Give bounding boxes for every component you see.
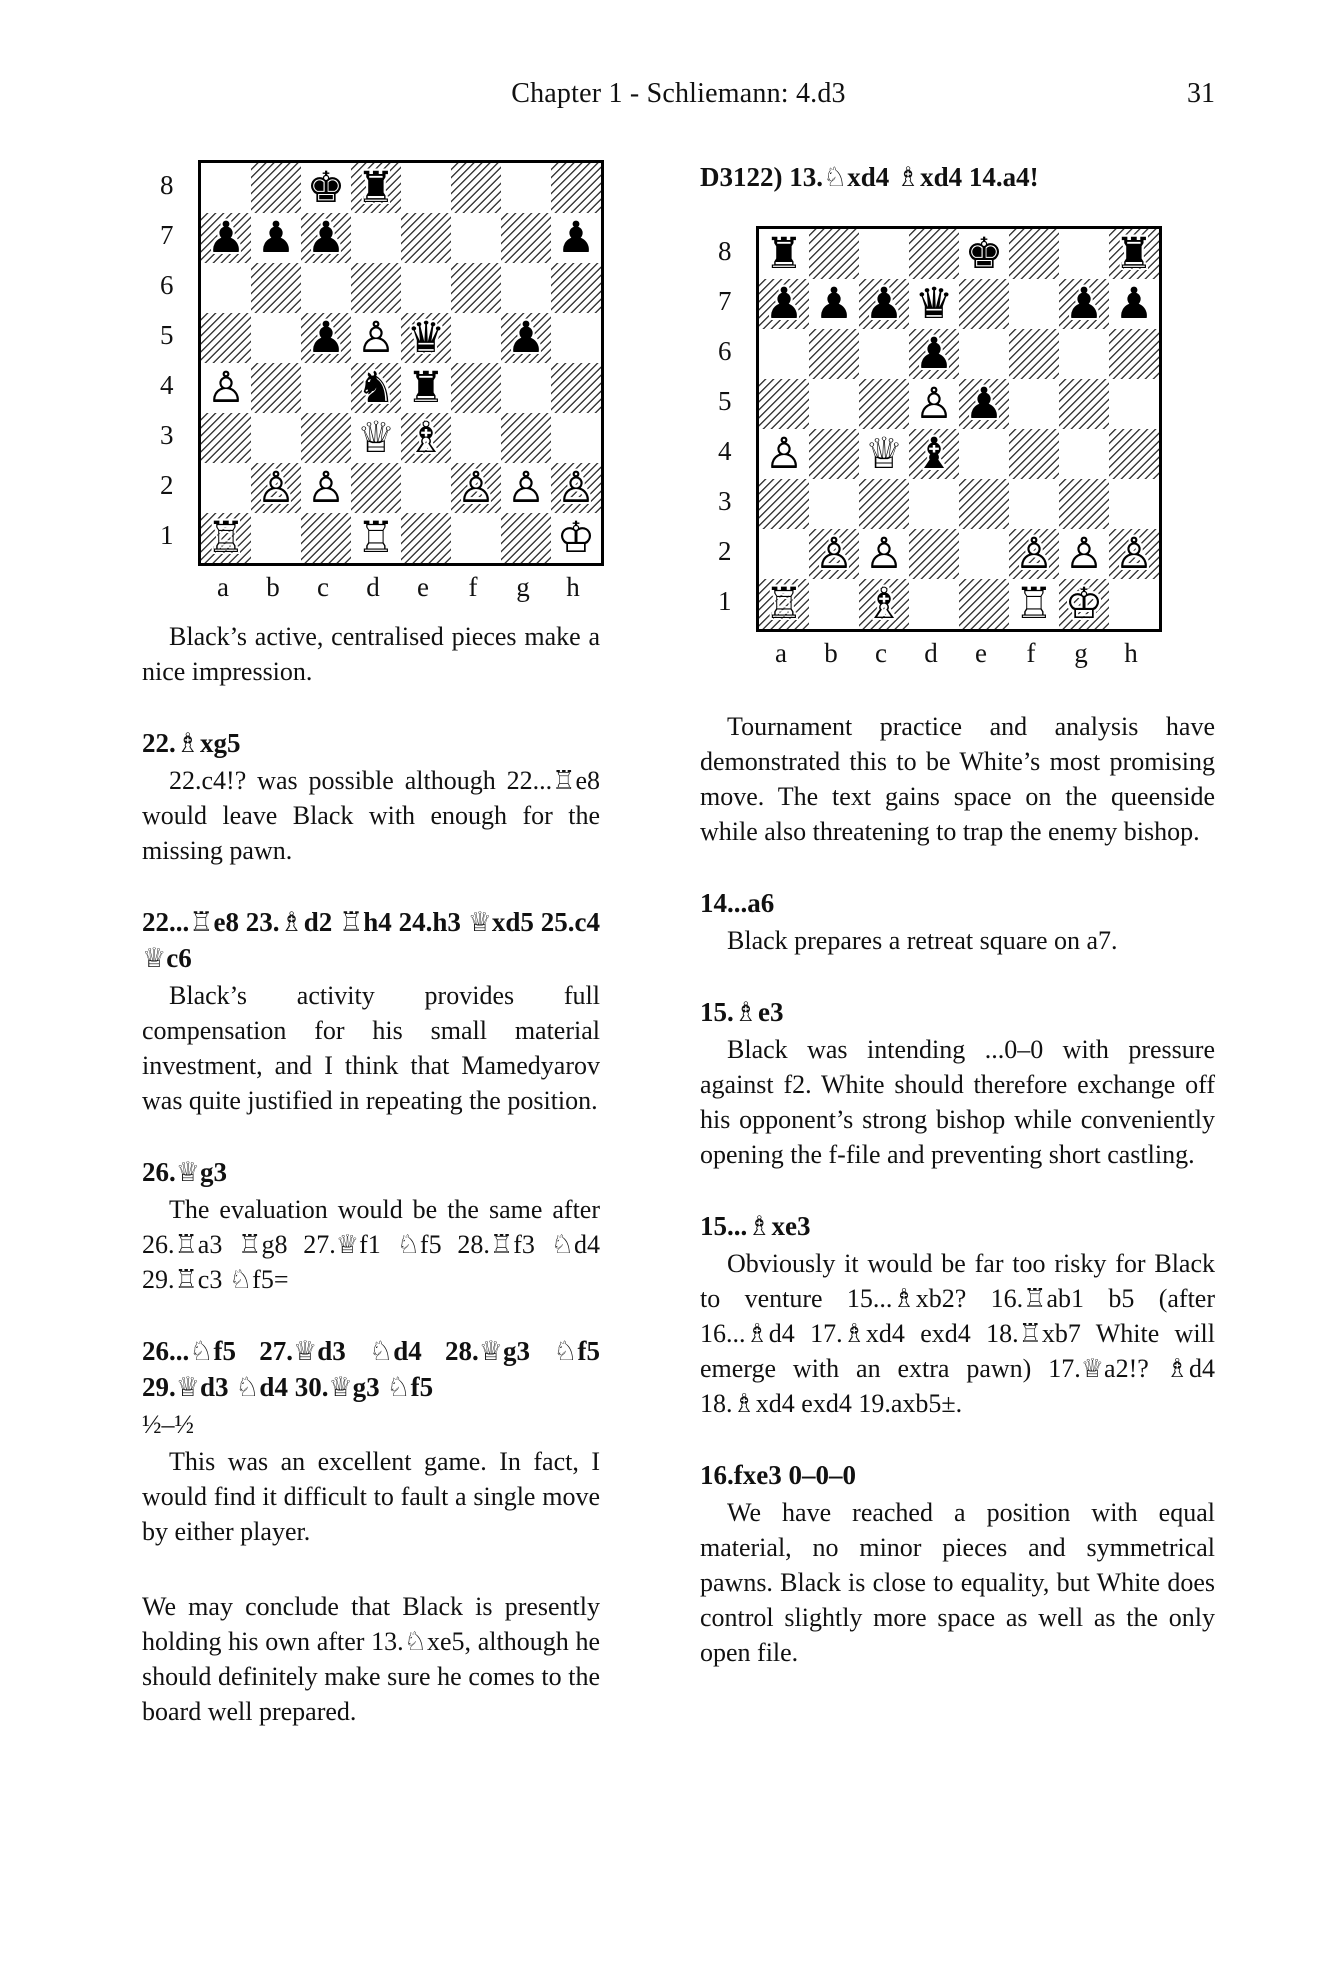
square-e6 (959, 329, 1009, 379)
file-label-f: f (468, 572, 478, 602)
square-d8 (351, 163, 401, 213)
square-g8 (501, 163, 551, 213)
square-f7 (451, 213, 501, 263)
move-heading: 26.♕g3 (142, 1157, 227, 1187)
black-piece: ♟ (914, 329, 954, 379)
black-piece: ♚ (964, 229, 1004, 279)
rank-label-7: 7 (718, 286, 732, 316)
black-piece: ♜ (356, 163, 396, 213)
move-heading: 14...a6 (700, 888, 775, 918)
rank-label-4: 4 (160, 370, 174, 400)
square-f5 (1009, 379, 1059, 429)
square-c8 (859, 229, 909, 279)
square-a4 (759, 429, 809, 479)
file-label-d: d (366, 572, 380, 602)
square-f8 (1009, 229, 1059, 279)
square-g6 (1059, 329, 1109, 379)
square-g2 (501, 463, 551, 513)
move-heading: 15...♗xe3 (700, 1211, 811, 1241)
square-c2 (301, 463, 351, 513)
commentary-paragraph: Obviously it would be far too risky for Black to venture 15...♗xb2? 16.♖ab1 b5 (after 16...♗d4 17.♗xd4 exd4 18.♖xb7 White will emerge with an extra pawn) 17.♕a2!? ♗d4 18.♗xd4 exd4 19.axb5±. (700, 1249, 1215, 1418)
square-a3 (201, 413, 251, 463)
two-column-layout (142, 160, 1215, 1729)
square-d3 (909, 479, 959, 529)
commentary-paragraph: Black was intending ...0–0 with pressure against f2. White should therefore exchange off his opponent’s strong bishop while conveniently opening the f-file and preventing short castling. (700, 1035, 1215, 1169)
square-g5 (501, 313, 551, 363)
commentary-paragraph: Tournament practice and analysis have demonstrated this to be White’s most promising move. The text gains space on the queenside while also threatening to trap the enemy bishop. (700, 712, 1215, 846)
square-a2 (201, 463, 251, 513)
square-h8 (1109, 229, 1159, 279)
square-d4 (351, 363, 401, 413)
rank-label-6: 6 (718, 336, 732, 366)
conclusion-paragraph: We may conclude that Black is presently holding his own after 13.♘xe5, although he should definitely make sure he comes to the board well prepared. (142, 1592, 600, 1726)
black-piece: ♟ (206, 213, 246, 263)
square-g6 (501, 263, 551, 313)
square-a5 (201, 313, 251, 363)
square-h1 (1109, 579, 1159, 629)
square-c6 (859, 329, 909, 379)
rank-label-6: 6 (160, 270, 174, 300)
square-h4 (551, 363, 601, 413)
square-a7 (759, 279, 809, 329)
file-label-b: b (824, 638, 838, 668)
rank-label-3: 3 (160, 420, 174, 450)
square-e1 (959, 579, 1009, 629)
square-f1 (451, 513, 501, 563)
white-piece: ♙ (1114, 529, 1154, 579)
square-e1 (401, 513, 451, 563)
file-label-h: h (566, 572, 580, 602)
black-piece: ♛ (914, 279, 954, 329)
square-g1 (1059, 579, 1109, 629)
square-a8 (759, 229, 809, 279)
white-piece: ♙ (814, 529, 854, 579)
white-piece: ♙ (864, 529, 904, 579)
square-g7 (501, 213, 551, 263)
white-piece: ♙ (914, 379, 954, 429)
white-piece: ♙ (1014, 529, 1054, 579)
chessboard-1 (198, 160, 604, 566)
commentary-paragraph: We have reached a position with equal material, no minor pieces and symmetrical pawns. Black is close to equality, but White does control slightly more space as well as the only open file. (700, 1498, 1215, 1667)
square-g7 (1059, 279, 1109, 329)
commentary-paragraph: This was an excellent game. In fact, I would find it difficult to fault a single move by either player. (142, 1447, 600, 1546)
square-c1 (859, 579, 909, 629)
file-label-e: e (417, 572, 429, 602)
white-piece: ♙ (506, 463, 546, 513)
square-c7 (301, 213, 351, 263)
square-a3 (759, 479, 809, 529)
file-label-g: g (516, 572, 530, 602)
rank-label-2: 2 (160, 470, 174, 500)
square-a1 (201, 513, 251, 563)
square-b7 (251, 213, 301, 263)
square-f3 (1009, 479, 1059, 529)
white-piece: ♙ (764, 429, 804, 479)
white-piece: ♔ (556, 513, 596, 563)
black-piece: ♟ (256, 213, 296, 263)
page-number: 31 (1187, 78, 1215, 109)
variation-heading: D3122) 13.♘xd4 ♗xd4 14.a4! (700, 162, 1039, 192)
diagram-caption: Black’s active, centralised pieces make a nice impression. (142, 622, 600, 686)
square-d2 (351, 463, 401, 513)
rank-labels (156, 160, 198, 566)
black-piece: ♟ (814, 279, 854, 329)
move-heading: 26...♘f5 27.♕d3 ♘d4 28.♕g3 ♘f5 29.♕d3 ♘d4 30.♕g3 ♘f5 (142, 1336, 600, 1402)
square-f6 (451, 263, 501, 313)
square-f8 (451, 163, 501, 213)
black-piece: ♟ (764, 279, 804, 329)
white-piece: ♖ (206, 513, 246, 563)
commentary-paragraph: The evaluation would be the same after 26.♖a3 ♖g8 27.♕f1 ♘f5 28.♖f3 ♘d4 29.♖c3 ♘f5= (142, 1195, 600, 1294)
square-d6 (909, 329, 959, 379)
rank-label-5: 5 (718, 386, 732, 416)
square-g4 (1059, 429, 1109, 479)
black-piece: ♟ (306, 213, 346, 263)
square-e8 (401, 163, 451, 213)
square-c5 (301, 313, 351, 363)
square-c1 (301, 513, 351, 563)
file-label-g: g (1074, 638, 1088, 668)
square-b5 (251, 313, 301, 363)
white-piece: ♕ (864, 429, 904, 479)
file-labels (756, 638, 1215, 669)
square-f6 (1009, 329, 1059, 379)
rank-label-7: 7 (160, 220, 174, 250)
square-c4 (859, 429, 909, 479)
rank-label-3: 3 (718, 486, 732, 516)
square-g3 (1059, 479, 1109, 529)
chess-diagram-1 (156, 160, 600, 603)
square-d8 (909, 229, 959, 279)
square-f4 (451, 363, 501, 413)
black-piece: ♟ (1114, 279, 1154, 329)
square-b8 (809, 229, 859, 279)
square-c6 (301, 263, 351, 313)
file-label-d: d (924, 638, 938, 668)
square-e7 (401, 213, 451, 263)
white-piece: ♙ (256, 463, 296, 513)
square-c5 (859, 379, 909, 429)
square-e7 (959, 279, 1009, 329)
square-e2 (401, 463, 451, 513)
white-piece: ♗ (864, 579, 904, 629)
square-g3 (501, 413, 551, 463)
move-heading: 16.fxe3 0–0–0 (700, 1460, 856, 1490)
left-column (142, 160, 600, 1729)
square-b8 (251, 163, 301, 213)
square-c8 (301, 163, 351, 213)
rank-label-1: 1 (718, 586, 732, 616)
rank-label-2: 2 (718, 536, 732, 566)
white-piece: ♙ (1064, 529, 1104, 579)
square-d7 (351, 213, 401, 263)
game-result: ½–½ (142, 1410, 194, 1439)
square-g8 (1059, 229, 1109, 279)
square-f2 (451, 463, 501, 513)
chapter-title: Chapter 1 - Schliemann: 4.d3 (511, 78, 846, 109)
white-piece: ♖ (764, 579, 804, 629)
file-label-c: c (317, 572, 329, 602)
square-b7 (809, 279, 859, 329)
square-a8 (201, 163, 251, 213)
square-h7 (551, 213, 601, 263)
square-f7 (1009, 279, 1059, 329)
square-h1 (551, 513, 601, 563)
black-piece: ♜ (406, 363, 446, 413)
move-heading: 22...♖e8 23.♗d2 ♖h4 24.h3 ♕xd5 25.c4 ♕c6 (142, 907, 600, 973)
square-e3 (959, 479, 1009, 529)
square-e4 (401, 363, 451, 413)
rank-label-4: 4 (718, 436, 732, 466)
square-h6 (551, 263, 601, 313)
square-h5 (1109, 379, 1159, 429)
square-g1 (501, 513, 551, 563)
white-piece: ♙ (356, 313, 396, 363)
black-piece: ♟ (864, 279, 904, 329)
square-e3 (401, 413, 451, 463)
black-piece: ♟ (306, 313, 346, 363)
square-f1 (1009, 579, 1059, 629)
black-piece: ♜ (1114, 229, 1154, 279)
square-c2 (859, 529, 909, 579)
square-a1 (759, 579, 809, 629)
square-d7 (909, 279, 959, 329)
square-h6 (1109, 329, 1159, 379)
black-piece: ♟ (556, 213, 596, 263)
square-d2 (909, 529, 959, 579)
rank-label-8: 8 (718, 236, 732, 266)
square-e2 (959, 529, 1009, 579)
white-piece: ♙ (556, 463, 596, 513)
black-piece: ♟ (506, 313, 546, 363)
square-h2 (551, 463, 601, 513)
square-a7 (201, 213, 251, 263)
black-piece: ♟ (1064, 279, 1104, 329)
square-h3 (1109, 479, 1159, 529)
right-column (700, 160, 1215, 1729)
square-b2 (809, 529, 859, 579)
square-d6 (351, 263, 401, 313)
square-c3 (859, 479, 909, 529)
white-piece: ♖ (1014, 579, 1054, 629)
white-piece: ♔ (1064, 579, 1104, 629)
white-piece: ♕ (356, 413, 396, 463)
square-f2 (1009, 529, 1059, 579)
square-e5 (959, 379, 1009, 429)
file-label-c: c (875, 638, 887, 668)
square-e6 (401, 263, 451, 313)
square-b4 (251, 363, 301, 413)
black-piece: ♞ (356, 363, 396, 413)
square-d5 (351, 313, 401, 363)
square-d1 (351, 513, 401, 563)
square-e4 (959, 429, 1009, 479)
square-d1 (909, 579, 959, 629)
white-piece: ♙ (456, 463, 496, 513)
move-heading: 22.♗xg5 (142, 728, 241, 758)
rank-label-5: 5 (160, 320, 174, 350)
square-c7 (859, 279, 909, 329)
square-c4 (301, 363, 351, 413)
white-piece: ♖ (356, 513, 396, 563)
square-b2 (251, 463, 301, 513)
white-piece: ♙ (206, 363, 246, 413)
square-h5 (551, 313, 601, 363)
square-f3 (451, 413, 501, 463)
square-b1 (251, 513, 301, 563)
square-a4 (201, 363, 251, 413)
commentary-paragraph: Black prepares a retreat square on a7. (727, 926, 1118, 955)
square-g2 (1059, 529, 1109, 579)
file-label-a: a (775, 638, 787, 668)
square-b3 (251, 413, 301, 463)
square-d4 (909, 429, 959, 479)
square-g4 (501, 363, 551, 413)
square-a6 (759, 329, 809, 379)
square-h3 (551, 413, 601, 463)
square-a6 (201, 263, 251, 313)
square-b5 (809, 379, 859, 429)
square-h7 (1109, 279, 1159, 329)
chess-diagram-2 (714, 226, 1215, 669)
file-labels (198, 572, 600, 603)
file-label-e: e (975, 638, 987, 668)
square-h8 (551, 163, 601, 213)
file-label-h: h (1124, 638, 1138, 668)
square-b3 (809, 479, 859, 529)
square-g5 (1059, 379, 1109, 429)
commentary-paragraph: 22.c4!? was possible although 22...♖e8 would leave Black with enough for the missing pawn. (142, 766, 600, 865)
chessboard-2 (756, 226, 1162, 632)
black-piece: ♜ (764, 229, 804, 279)
square-b6 (251, 263, 301, 313)
square-b4 (809, 429, 859, 479)
square-a2 (759, 529, 809, 579)
square-h2 (1109, 529, 1159, 579)
move-heading: 15.♗e3 (700, 997, 784, 1027)
square-b6 (809, 329, 859, 379)
file-label-a: a (217, 572, 229, 602)
square-b1 (809, 579, 859, 629)
file-label-f: f (1026, 638, 1036, 668)
black-piece: ♝ (914, 429, 954, 479)
square-d3 (351, 413, 401, 463)
square-d5 (909, 379, 959, 429)
square-f4 (1009, 429, 1059, 479)
black-piece: ♚ (306, 163, 346, 213)
square-a5 (759, 379, 809, 429)
square-e5 (401, 313, 451, 363)
black-piece: ♟ (964, 379, 1004, 429)
book-page (0, 78, 1339, 1968)
square-f5 (451, 313, 501, 363)
square-e8 (959, 229, 1009, 279)
rank-label-1: 1 (160, 520, 174, 550)
black-piece: ♛ (406, 313, 446, 363)
square-c3 (301, 413, 351, 463)
white-piece: ♙ (306, 463, 346, 513)
square-h4 (1109, 429, 1159, 479)
page-header (142, 78, 1215, 118)
rank-label-8: 8 (160, 170, 174, 200)
commentary-paragraph: Black’s activity provides full compensation for his small material investment, and I think that Mamedyarov was quite justified in repeating the position. (142, 981, 600, 1115)
file-label-b: b (266, 572, 280, 602)
white-piece: ♗ (406, 413, 446, 463)
rank-labels (714, 226, 756, 632)
